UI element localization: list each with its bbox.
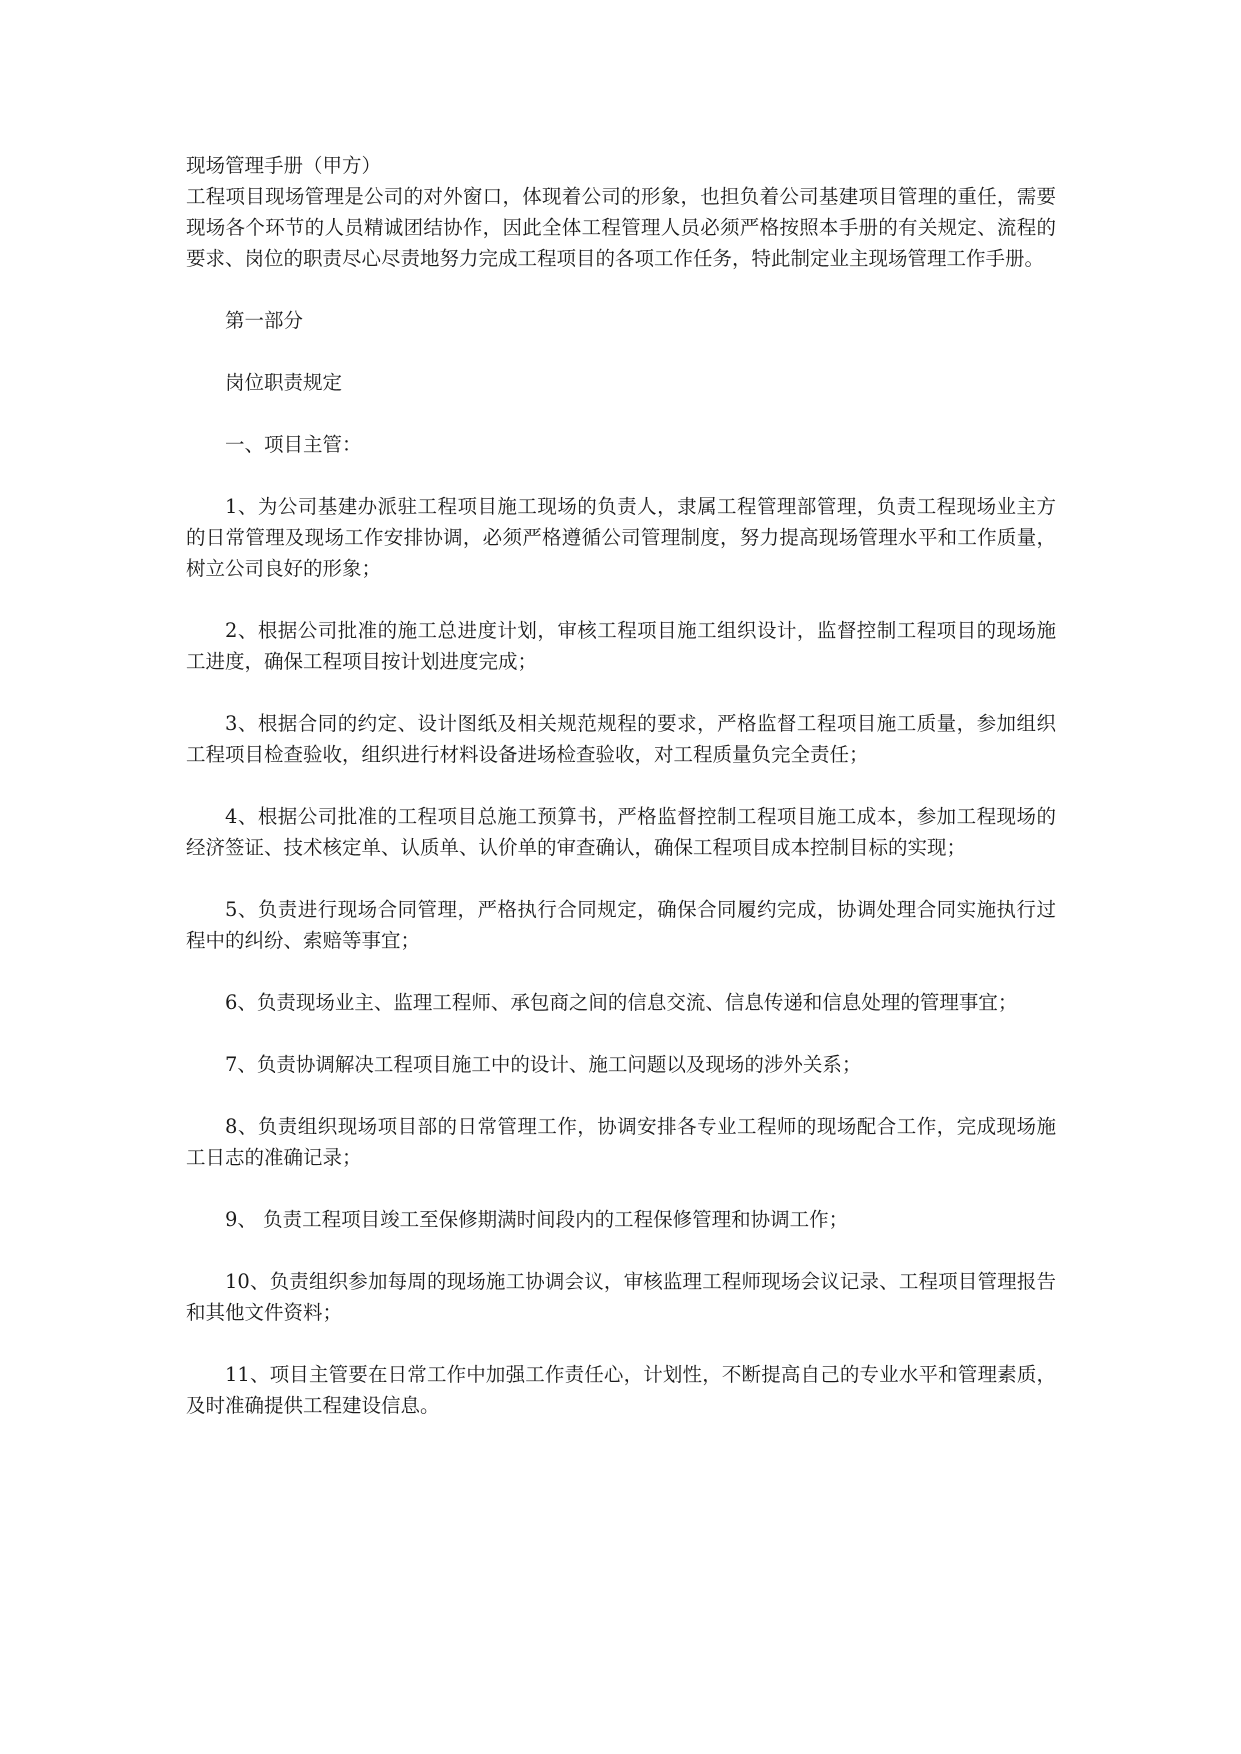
duty-item-1: 1、为公司基建办派驻工程项目施工现场的负责人，隶属工程管理部管理，负责工程现场业主方的日常管理及现场工作安排协调，必须严格遵循公司管理制度，努力提高现场管理水平和工作质量，树立公司良好的形象； [186, 495, 1056, 580]
duty-item-2: 2、根据公司批准的施工总进度计划，审核工程项目施工组织设计，监督控制工程项目的现场施工进度，确保工程项目按计划进度完成； [186, 619, 1056, 673]
duty-item-5: 5、负责进行现场合同管理，严格执行合同规定，确保合同履约完成，协调处理合同实施执行过程中的纠纷、索赔等事宜； [186, 898, 1056, 952]
duty-item-6: 6、负责现场业主、监理工程师、承包商之间的信息交流、信息传递和信息处理的管理事宜； [225, 991, 1018, 1014]
duty-item-9: 9、 负责工程项目竣工至保修期满时间段内的工程保修管理和协调工作； [225, 1208, 849, 1231]
intro-paragraph: 工程项目现场管理是公司的对外窗口，体现着公司的形象，也担负着公司基建项目管理的重任，需要现场各个环节的人员精诚团结协作，因此全体工程管理人员必须严格按照本手册的有关规定、流程的要求、岗位的职责尽心尽责地努力完成工程项目的各项工作任务，特此制定业主现场管理工作手册。 [186, 185, 1056, 270]
duty-item-3: 3、根据合同的约定、设计图纸及相关规范规程的要求，严格监督工程项目施工质量，参加组织工程项目检查验收，组织进行材料设备进场检查验收，对工程质量负完全责任； [186, 712, 1056, 766]
part-heading: 第一部分 [225, 309, 304, 332]
duty-item-10: 10、负责组织参加每周的现场施工协调会议，审核监理工程师现场会议记录、工程项目管理报告和其他文件资料； [186, 1270, 1056, 1324]
duty-item-8: 8、负责组织现场项目部的日常管理工作，协调安排各专业工程师的现场配合工作，完成现场施工日志的准确记录； [186, 1115, 1056, 1169]
duty-item-11: 11、项目主管要在日常工作中加强工作责任心，计划性，不断提高自己的专业水平和管理素质，及时准确提供工程建设信息。 [186, 1363, 1056, 1417]
document-page [186, 150, 1056, 1421]
duty-item-7: 7、负责协调解决工程项目施工中的设计、施工问题以及现场的涉外关系； [225, 1053, 862, 1076]
role-heading: 一、项目主管： [225, 433, 362, 456]
duty-item-4: 4、根据公司批准的工程项目总施工预算书，严格监督控制工程项目施工成本，参加工程现场的经济签证、技术核定单、认质单、认价单的审查确认，确保工程项目成本控制目标的实现； [186, 805, 1056, 859]
document-title: 现场管理手册（甲方） [186, 154, 382, 177]
part-title: 岗位职责规定 [225, 371, 343, 394]
